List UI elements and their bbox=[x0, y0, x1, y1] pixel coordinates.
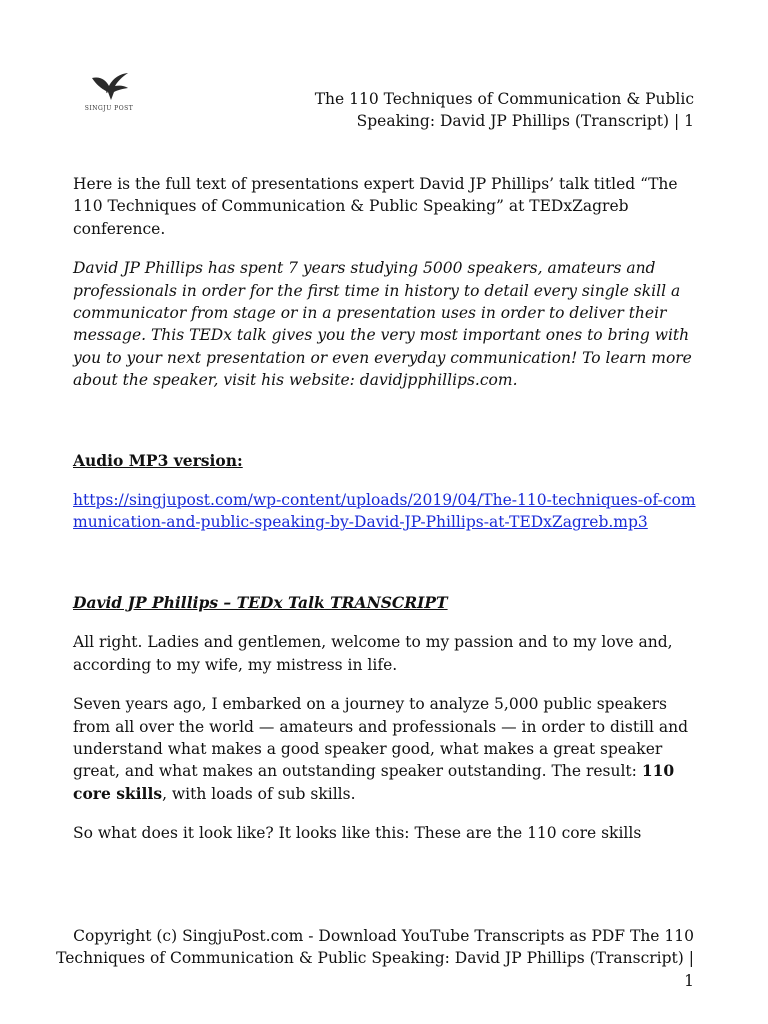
transcript-paragraph-1: All right. Ladies and gentlemen, welcome to my passion and to my love and, according to my wife, my mistress in life. bbox=[73, 633, 673, 674]
header-title: The 110 Techniques of Communication & Public Speaking: David JP Phillips (Transcript) | 1 bbox=[314, 90, 694, 130]
transcript-paragraph-3: So what does it look like? It looks like this: These are the 110 core skills bbox=[73, 824, 642, 843]
summary-paragraph: David JP Phillips has spent 7 years studying 5000 speakers, amateurs and professionals in order for the first time in history to detail every single skill a communicator from stage or in a presentation uses in order to deliver their message. This TEDx talk gives you the very most important ones to bring with you to your next presentation or even everyday communication! To learn more about the speaker, visit his website: davidjpphillips.com. bbox=[73, 259, 692, 390]
singju-post-logo bbox=[78, 70, 140, 114]
audio-heading: Audio MP3 version: bbox=[73, 450, 243, 470]
intro-paragraph: Here is the full text of presentations expert David JP Phillips’ talk titled “The 110 Techniques of Communication & Public Speaking” at TEDxZagreb conference. bbox=[73, 175, 678, 238]
transcript-heading: David JP Phillips – TEDx Talk TRANSCRIPT bbox=[73, 592, 448, 612]
eagle-icon bbox=[78, 70, 140, 104]
para2-bold-text: 110 core skills bbox=[73, 761, 675, 803]
para2-text-before: Seven years ago, I embarked on a journey to analyze 5,000 public speakers from all over the world — amateurs and professionals — in order to distill and understand what makes a good speaker good, what makes a great speaker great, and what makes an outstanding speaker outstanding. The result: bbox=[73, 695, 689, 781]
audio-mp3-link[interactable]: https://singjupost.com/wp-content/uploads/2019/04/The-110-techniques-of-communication-and-public-speaking-by-David-JP-Phillips-at-TEDxZagreb.mp3 bbox=[73, 491, 696, 532]
para2-text-after: , with loads of sub skills. bbox=[162, 784, 356, 803]
logo-text: SINGJU POST bbox=[84, 105, 134, 112]
article-content bbox=[73, 173, 698, 862]
page-footer: Copyright (c) SingjuPost.com - Download YouTube Transcripts as PDF The 110 Techniques of Communication & Public Speaking: David JP Phillips (Transcript) | 1 bbox=[56, 927, 694, 990]
transcript-paragraph-2 bbox=[73, 693, 698, 805]
audio-link-paragraph bbox=[73, 489, 698, 534]
